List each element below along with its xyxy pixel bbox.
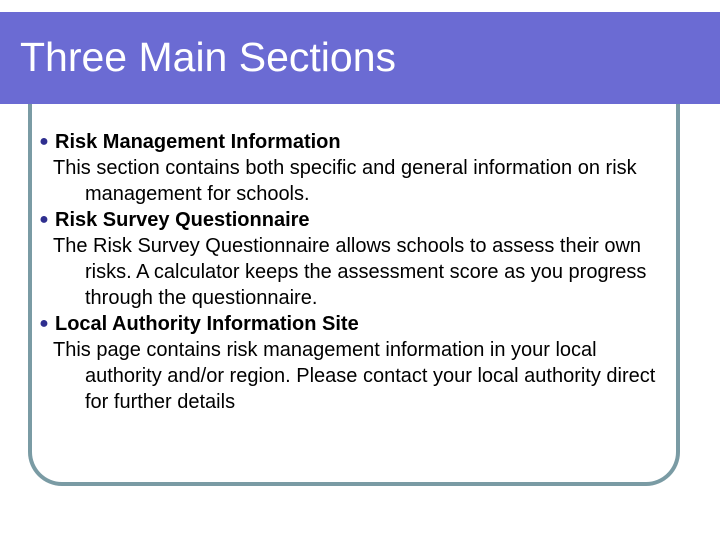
- slide-title: Three Main Sections: [20, 34, 397, 80]
- section-heading-risk-management: [39, 129, 675, 155]
- section-heading-label: Local Authority Information Site: [55, 313, 359, 335]
- bullet-icon: ●: [39, 211, 49, 228]
- section-description-risk-survey: The Risk Survey Questionnaire allows schools to assess their own risks. A calculator keeps the assessment score as you progress through the questionnaire.: [53, 235, 647, 309]
- slide-content: [39, 129, 675, 415]
- section-description-local-authority: This page contains risk management information in your local authority and/or region. Please contact your local authority direct for further details: [53, 339, 656, 413]
- bullet-icon: ●: [39, 315, 49, 332]
- section-heading-risk-survey: [39, 207, 675, 233]
- section-heading-label: Risk Survey Questionnaire: [55, 209, 310, 231]
- section-description-risk-management: This section contains both specific and general information on risk management for schools.: [53, 157, 637, 205]
- bullet-icon: ●: [39, 133, 49, 150]
- section-heading-local-authority: [39, 311, 675, 337]
- section-heading-label: Risk Management Information: [55, 131, 341, 153]
- title-bar: [0, 12, 720, 104]
